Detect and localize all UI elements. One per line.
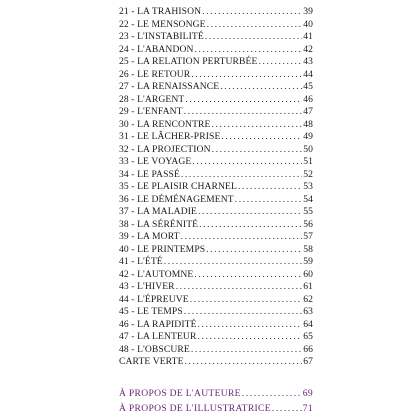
toc-entry-page-number: 67 — [303, 356, 313, 367]
toc-entry[interactable] — [119, 306, 313, 319]
toc-entry[interactable] — [119, 106, 313, 119]
toc-entry-page-number: 59 — [303, 256, 313, 267]
dot-leader — [191, 69, 302, 82]
toc-entry-page-number: 61 — [303, 281, 313, 292]
toc-entry-title: 40 - LE PRINTEMPS — [119, 243, 206, 255]
toc-entry-title: 24 - L'ABANDON — [119, 43, 194, 55]
toc-entry-page-number: 50 — [303, 143, 313, 155]
toc-entry-page-number: 63 — [303, 306, 313, 317]
toc-entry-page-number: 43 — [303, 56, 313, 67]
dot-leader — [242, 386, 302, 401]
toc-entry[interactable] — [119, 119, 313, 132]
dot-leader — [198, 319, 303, 332]
toc-entry-title: 27 - LA RENAISSANCE — [119, 81, 220, 92]
toc-entry-title: 29 - L'ENFANT — [119, 106, 183, 117]
toc-entry[interactable] — [119, 294, 313, 307]
dot-leader — [207, 19, 303, 32]
toc-entry[interactable] — [119, 269, 313, 282]
toc-entry-page-number: 51 — [303, 156, 313, 167]
dot-leader — [199, 219, 302, 232]
toc-entry-title: 38 - LA SÉRÉNITÉ — [119, 218, 199, 230]
toc-entry-title: 48 - L'OBSCURE — [119, 343, 190, 355]
toc-entry-title: 26 - LE RETOUR — [119, 68, 191, 80]
toc-entry-page-number: 60 — [303, 268, 313, 280]
toc-entry-title: 28 - L'ARGENT — [119, 93, 185, 105]
toc-entry-title: 23 - L'INSTABILITÉ — [119, 31, 204, 42]
toc-entry[interactable] — [119, 331, 313, 344]
toc-entry-page-number: 65 — [303, 331, 313, 342]
toc-entry[interactable] — [119, 31, 313, 44]
dot-leader — [185, 94, 302, 107]
toc-entry-page-number: 62 — [303, 293, 313, 305]
toc-entry[interactable] — [119, 356, 313, 369]
toc-entry-title: À PROPOS DE L'ILLUSTRATRICE — [119, 403, 271, 414]
toc-entry[interactable] — [119, 6, 313, 19]
dot-leader — [181, 169, 302, 182]
dot-leader — [238, 181, 302, 194]
toc-entry-page-number: 45 — [303, 81, 313, 92]
toc-entry-page-number: 42 — [303, 43, 313, 55]
toc-entry-page-number: 55 — [303, 206, 313, 217]
dot-leader — [197, 331, 302, 344]
dot-leader — [212, 144, 303, 157]
toc-entry-title: 43 - L'HIVER — [119, 281, 175, 292]
dot-leader — [184, 306, 302, 319]
toc-entry-title: 39 - LA MORT — [119, 231, 180, 242]
toc-entry-page-number: 71 — [302, 403, 313, 414]
toc-entry[interactable] — [119, 281, 313, 294]
toc-entry[interactable] — [119, 156, 313, 169]
dot-leader — [164, 256, 302, 269]
toc-entry-page-number: 58 — [303, 243, 313, 255]
toc-entry-page-number: 41 — [303, 31, 313, 42]
toc-entry-page-number: 40 — [303, 18, 313, 30]
toc-entry[interactable] — [119, 344, 313, 357]
toc-entry[interactable] — [119, 44, 313, 57]
toc-entry[interactable] — [119, 219, 313, 232]
dot-leader — [198, 206, 302, 219]
toc-entry[interactable] — [119, 81, 313, 94]
dot-leader — [235, 194, 302, 207]
toc-entry[interactable] — [119, 244, 313, 257]
toc-entry-title: 33 - LE VOYAGE — [119, 156, 192, 167]
dot-leader — [205, 31, 302, 44]
toc-entry-title: 46 - LA RAPIDITÉ — [119, 318, 197, 330]
toc-entry[interactable] — [119, 94, 313, 107]
toc-entry[interactable] — [119, 194, 313, 207]
toc-entry[interactable] — [119, 181, 313, 194]
appendix-list — [119, 386, 313, 416]
dot-leader — [184, 106, 303, 119]
toc-entry-page-number: 48 — [303, 118, 313, 130]
toc-entry[interactable] — [119, 231, 313, 244]
toc-entry-page-number: 56 — [303, 218, 313, 230]
toc-entry-title: 36 - LE DÉMÉNAGEMENT — [119, 193, 234, 205]
toc-entry-title: 21 - LA TRAHISON — [119, 6, 202, 17]
toc-entry-title: 25 - LA RELATION PERTURBÉE — [119, 56, 258, 67]
dot-leader — [191, 344, 302, 357]
toc-entry[interactable] — [119, 56, 313, 69]
dot-leader — [195, 44, 303, 57]
toc-entry-page-number: 54 — [303, 193, 313, 205]
dot-leader — [221, 131, 302, 144]
toc-entry[interactable] — [119, 131, 313, 144]
toc-entry-page-number: 39 — [303, 6, 313, 17]
toc-entry-title: 37 - LA MALADIE — [119, 206, 197, 217]
toc-entry-page-number: 64 — [303, 318, 313, 330]
dot-leader — [202, 6, 302, 19]
dot-leader — [194, 269, 302, 282]
dot-leader — [190, 294, 302, 307]
toc-entry-title: 31 - LE LÂCHER-PRISE — [119, 131, 221, 142]
toc-entry-page-number: 44 — [303, 68, 313, 80]
dot-leader — [272, 401, 302, 416]
toc-entry-title: 47 - LA LENTEUR — [119, 331, 197, 342]
toc-entry-title: 35 - LE PLAISIR CHARNEL — [119, 181, 237, 192]
toc-entry-page-number: 69 — [302, 388, 313, 399]
toc-entry-title: À PROPOS DE L'AUTEURE — [119, 388, 241, 399]
toc-entry[interactable] — [119, 19, 313, 32]
toc-entry[interactable] — [119, 206, 313, 219]
toc-entry-page-number: 47 — [303, 106, 313, 117]
toc-entry[interactable] — [119, 386, 313, 401]
toc-entry-page-number: 52 — [303, 168, 313, 180]
toc-entry-title: CARTE VERTE — [119, 356, 184, 367]
toc-entry-page-number: 57 — [303, 231, 313, 242]
toc-entry-title: 44 - L'ÉPREUVE — [119, 293, 189, 305]
toc-entry-title: 34 - LE PASSÉ — [119, 168, 180, 180]
toc-entry-page-number: 46 — [303, 93, 313, 105]
toc-entry[interactable] — [119, 401, 313, 416]
dot-leader — [192, 156, 302, 169]
toc-entry-page-number: 53 — [303, 181, 313, 192]
dot-leader — [185, 356, 303, 369]
toc-entry[interactable] — [119, 319, 313, 332]
toc-entry-title: 42 - L'AUTOMNE — [119, 268, 194, 280]
toc-entry-title: 32 - LA PROJECTION — [119, 143, 211, 155]
toc-entry-page-number: 49 — [303, 131, 313, 142]
toc-entry[interactable] — [119, 256, 313, 269]
toc-entry-page-number: 66 — [303, 343, 313, 355]
toc-entry-title: 30 - LA RENCONTRE — [119, 118, 211, 130]
toc-entry[interactable] — [119, 144, 313, 157]
toc-entry[interactable] — [119, 169, 313, 182]
toc-entry[interactable] — [119, 69, 313, 82]
dot-leader — [220, 81, 302, 94]
dot-leader — [212, 119, 303, 132]
dot-leader — [258, 56, 302, 69]
toc-list — [119, 6, 313, 369]
toc-entry-title: 41 - L'ÉTÉ — [119, 256, 163, 267]
toc-entry-title: 22 - LE MENSONGE — [119, 18, 206, 30]
dot-leader — [181, 231, 303, 244]
dot-leader — [206, 244, 302, 257]
toc-entry-title: 45 - LE TEMPS — [119, 306, 183, 317]
dot-leader — [176, 281, 303, 294]
